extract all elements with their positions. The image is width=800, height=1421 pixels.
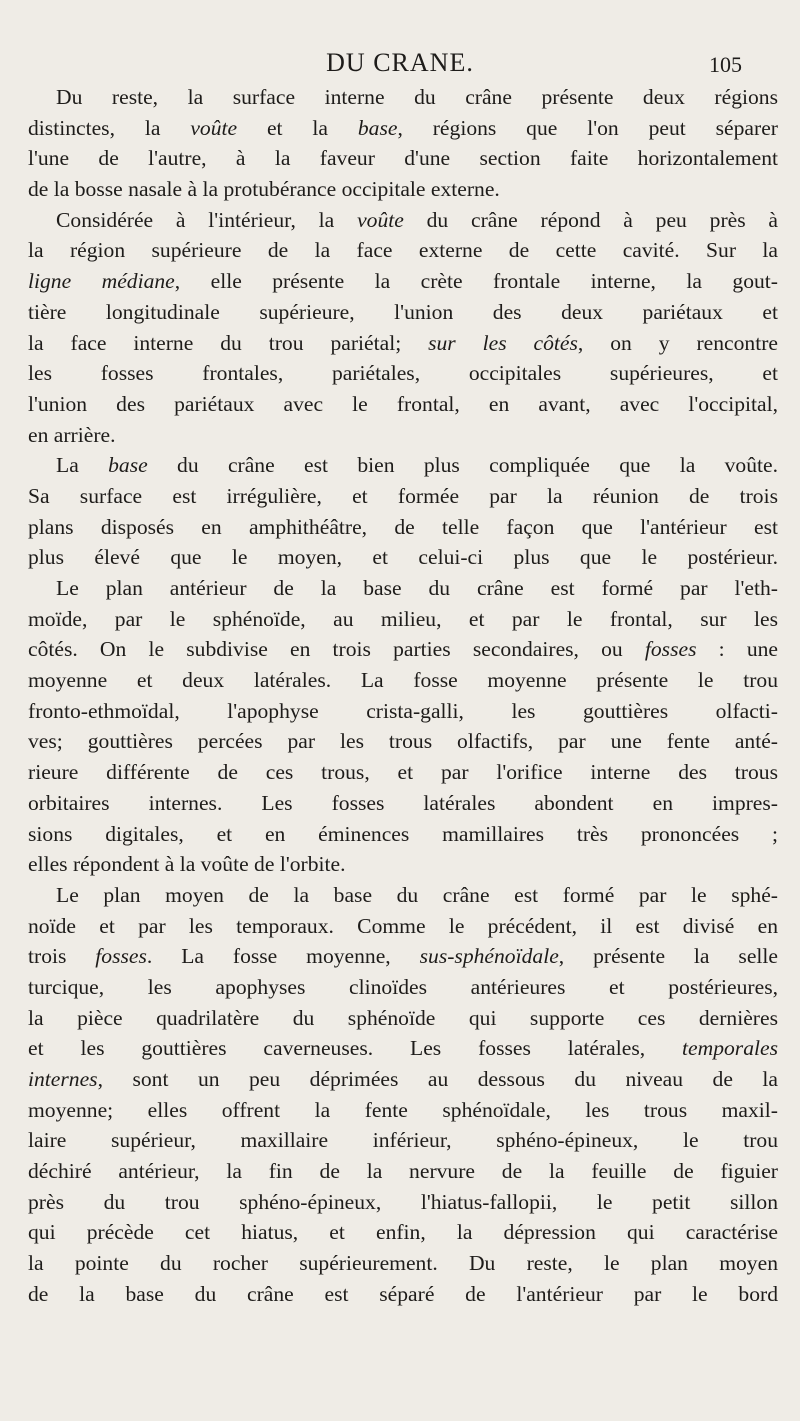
text-line (28, 297, 778, 328)
text-run: turcique, les apophyses clinoïdes antérieures et postérieures, (28, 974, 778, 999)
italic-run: base (108, 453, 148, 478)
text-run: orbitaires internes. Les fosses latérales abondent en impres- (28, 790, 778, 815)
text-run: distinctes, la (28, 115, 191, 140)
text-line (28, 389, 778, 420)
text-line (28, 1248, 778, 1279)
text-run: , sont un peu déprimées au dessous du niveau de la (97, 1067, 778, 1091)
text-line (28, 757, 778, 788)
text-run: fronto-ethmoïdal, l'apophyse crista-galli, les gouttières olfacti- (28, 698, 778, 723)
text-line (28, 358, 778, 389)
italic-run: fosses (644, 637, 697, 662)
text-run: l'une de l'autre, à la faveur d'une section faite horizontalement (28, 146, 778, 171)
text-line (28, 481, 778, 512)
italic-run: ligne médiane (28, 269, 175, 294)
text-run: côtés. On le subdivise en trois parties secondaires, ou (28, 637, 645, 662)
text-run: , elle présente la crète frontale interne, la gout- (174, 269, 778, 294)
italic-run: fosses (95, 944, 147, 969)
text-line (28, 542, 778, 573)
italic-run: sus-sphénoïdale (419, 944, 559, 969)
text-line (28, 604, 778, 635)
text-run: la pièce quadrilatère du sphénoïde qui supporte ces dernières (28, 1005, 778, 1030)
text-line (28, 1187, 778, 1218)
text-run: de la bosse nasale à la protubérance occipitale externe. (28, 177, 500, 202)
text-line (28, 113, 778, 144)
text-run: de la base du crâne est séparé de l'antérieur par le bord (28, 1281, 778, 1306)
text-line (28, 1125, 778, 1156)
text-run: la région supérieure de la face externe de cette cavité. Sur la (28, 238, 778, 263)
text-run: les fosses frontales, pariétales, occipitales supérieures, et (28, 361, 778, 386)
text-run: , présente la selle (558, 944, 778, 969)
text-line (28, 849, 778, 880)
text-line (28, 972, 778, 1003)
text-line (28, 1279, 778, 1310)
text-run: moyenne; elles offrent la fente sphénoïdale, les trous maxil- (28, 1097, 778, 1122)
italic-run: internes (28, 1067, 98, 1091)
italic-run: voûte (357, 207, 404, 232)
text-run: , on y rencontre (577, 330, 778, 355)
text-line (28, 696, 778, 727)
text-line (28, 82, 778, 113)
text-line (28, 266, 778, 297)
text-run: du crâne est bien plus compliquée que la voûte. (147, 453, 778, 478)
text-line (28, 205, 778, 236)
text-run: déchiré antérieur, la fin de la nervure de la feuille de figuier (28, 1159, 778, 1184)
text-run: près du trou sphéno-épineux, l'hiatus-fallopii, le petit sillon (28, 1189, 778, 1214)
text-line (28, 450, 778, 481)
text-run: Du reste, la surface interne du crâne présente deux régions (56, 85, 778, 109)
page-number: 105 (709, 52, 742, 77)
italic-run: voûte (190, 115, 238, 140)
text-line (28, 1217, 778, 1248)
text-run: qui précède cet hiatus, et enfin, la dépression qui caractérise (28, 1220, 778, 1245)
text-line (28, 1033, 778, 1064)
text-line (28, 235, 778, 266)
text-line (28, 880, 778, 911)
text-run: l'union des pariétaux avec le frontal, en avant, avec l'occipital, (28, 391, 778, 416)
text-run: noïde et par les temporaux. Comme le précédent, il est divisé en (28, 913, 778, 938)
text-line (28, 634, 778, 665)
text-run: et les gouttières caverneuses. Les fosses latérales, (28, 1036, 683, 1061)
text-line (28, 1156, 778, 1187)
italic-run: temporales (682, 1036, 778, 1061)
text-run: et la (237, 115, 358, 140)
text-run: trois (28, 944, 96, 969)
text-line (28, 1003, 778, 1034)
text-run: la pointe du rocher supérieurement. Du reste, le plan moyen (28, 1251, 778, 1276)
text-line (28, 512, 778, 543)
text-line (28, 941, 778, 972)
text-run: elles répondent à la voûte de l'orbite. (28, 852, 346, 877)
text-line (28, 819, 778, 850)
text-run: en arrière. (28, 422, 116, 447)
text-line (28, 420, 778, 451)
text-run: Sa surface est irrégulière, et formée par la réunion de trois (28, 483, 778, 508)
text-run: tière longitudinale supérieure, l'union des deux pariétaux et (28, 299, 778, 324)
text-run: la face interne du trou pariétal; (28, 330, 429, 355)
text-line (28, 726, 778, 757)
text-line (28, 143, 778, 174)
body-text (28, 82, 778, 1310)
text-run: rieure différente de ces trous, et par l'orifice interne des trous (28, 760, 778, 785)
text-line (28, 788, 778, 819)
text-line (28, 174, 778, 205)
text-run: sions digitales, et en éminences mamillaires très prononcées ; (28, 821, 778, 846)
text-run: Le plan moyen de la base du crâne est formé par le sphé- (56, 882, 778, 907)
text-line (28, 328, 778, 359)
text-run: moyenne et deux latérales. La fosse moyenne présente le trou (28, 668, 778, 693)
text-run: plans disposés en amphithéâtre, de telle façon que l'antérieur est (28, 514, 778, 539)
text-line (28, 1064, 778, 1095)
text-run: , régions que l'on peut séparer (397, 115, 778, 140)
italic-run: base (357, 115, 398, 140)
text-run: du crâne répond à peu près à (403, 207, 779, 232)
text-line (28, 1095, 778, 1126)
text-line (28, 911, 778, 942)
text-run: . La fosse moyenne, (146, 944, 420, 969)
text-run: plus élevé que le moyen, et celui-ci plus que le postérieur. (28, 545, 778, 570)
text-run: Considérée à l'intérieur, la (56, 207, 358, 232)
text-run: moïde, par le sphénoïde, au milieu, et par le frontal, sur les (28, 606, 778, 631)
text-run: La (56, 453, 109, 478)
text-run: laire supérieur, maxillaire inférieur, sphéno-épineux, le trou (28, 1128, 778, 1153)
text-run: : une (696, 637, 778, 662)
text-line (28, 573, 778, 604)
italic-run: sur les côtés (428, 330, 578, 355)
text-line (28, 665, 778, 696)
running-title: DU CRANE. (326, 48, 474, 77)
text-run: Le plan antérieur de la base du crâne est formé par l'eth- (56, 576, 778, 600)
text-run: ves; gouttières percées par les trous olfactifs, par une fente anté- (28, 729, 778, 754)
